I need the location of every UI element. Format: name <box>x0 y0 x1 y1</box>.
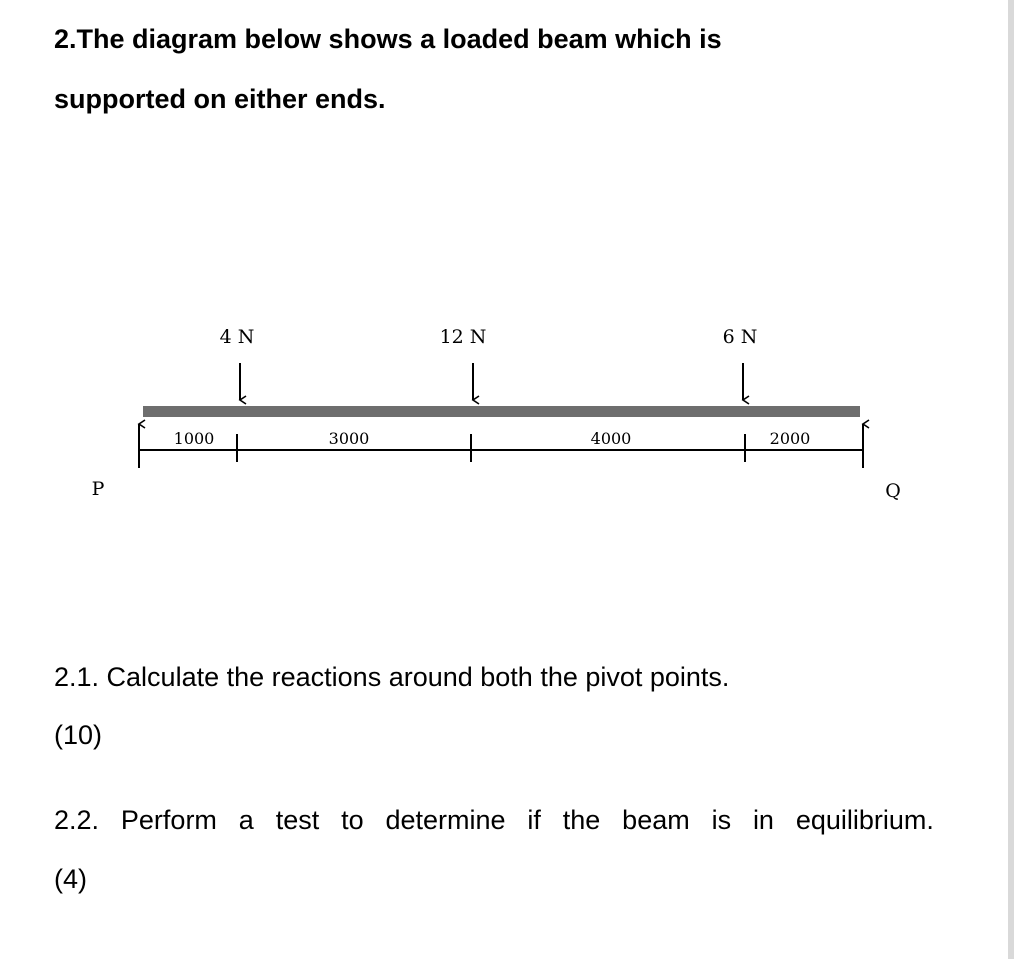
subquestion-2-2-word: if <box>527 805 541 835</box>
beam <box>143 406 860 417</box>
load-label-2: 12 N <box>439 326 487 348</box>
question-heading-line-2: supported on either ends. <box>54 84 386 114</box>
load-label-3: 6 N <box>722 326 758 348</box>
subquestion-2-2-text <box>54 805 934 836</box>
subquestion-2-2-word: equilibrium. <box>795 805 934 835</box>
subquestion-2-2-word: in <box>752 805 774 835</box>
subquestion-2-2-word: the <box>562 805 601 835</box>
load-label-1: 4 N <box>219 326 255 348</box>
segment-label-4: 2000 <box>769 429 811 448</box>
support-label-q: Q <box>885 480 901 502</box>
subquestion-2-2-word: Perform <box>120 805 217 835</box>
segment-label-2: 3000 <box>328 429 370 448</box>
subquestion-2-2-word: a <box>238 805 254 835</box>
subquestion-2-2-word: determine <box>385 805 506 835</box>
segment-label-3: 4000 <box>590 429 632 448</box>
page-edge-rule <box>1008 0 1014 959</box>
subquestion-2-2-word: test <box>275 805 320 835</box>
beam-diagram <box>0 300 1000 530</box>
subquestion-2-1-text: 2.1. Calculate the reactions around both the pivot points. <box>54 662 730 692</box>
question-heading-line-1: 2.The diagram below shows a loaded beam which is <box>54 24 722 54</box>
subquestion-2-2-word: 2.2. <box>54 805 100 835</box>
subquestion-2-2-word: is <box>711 805 732 835</box>
subquestion-2-2-word: to <box>341 805 364 835</box>
subquestion-2-1-marks: (10) <box>54 720 103 750</box>
segment-label-1: 1000 <box>173 429 215 448</box>
subquestion-2-2-marks: (4) <box>54 864 87 894</box>
support-label-p: P <box>91 478 105 500</box>
subquestion-2-2-word: beam <box>622 805 690 835</box>
